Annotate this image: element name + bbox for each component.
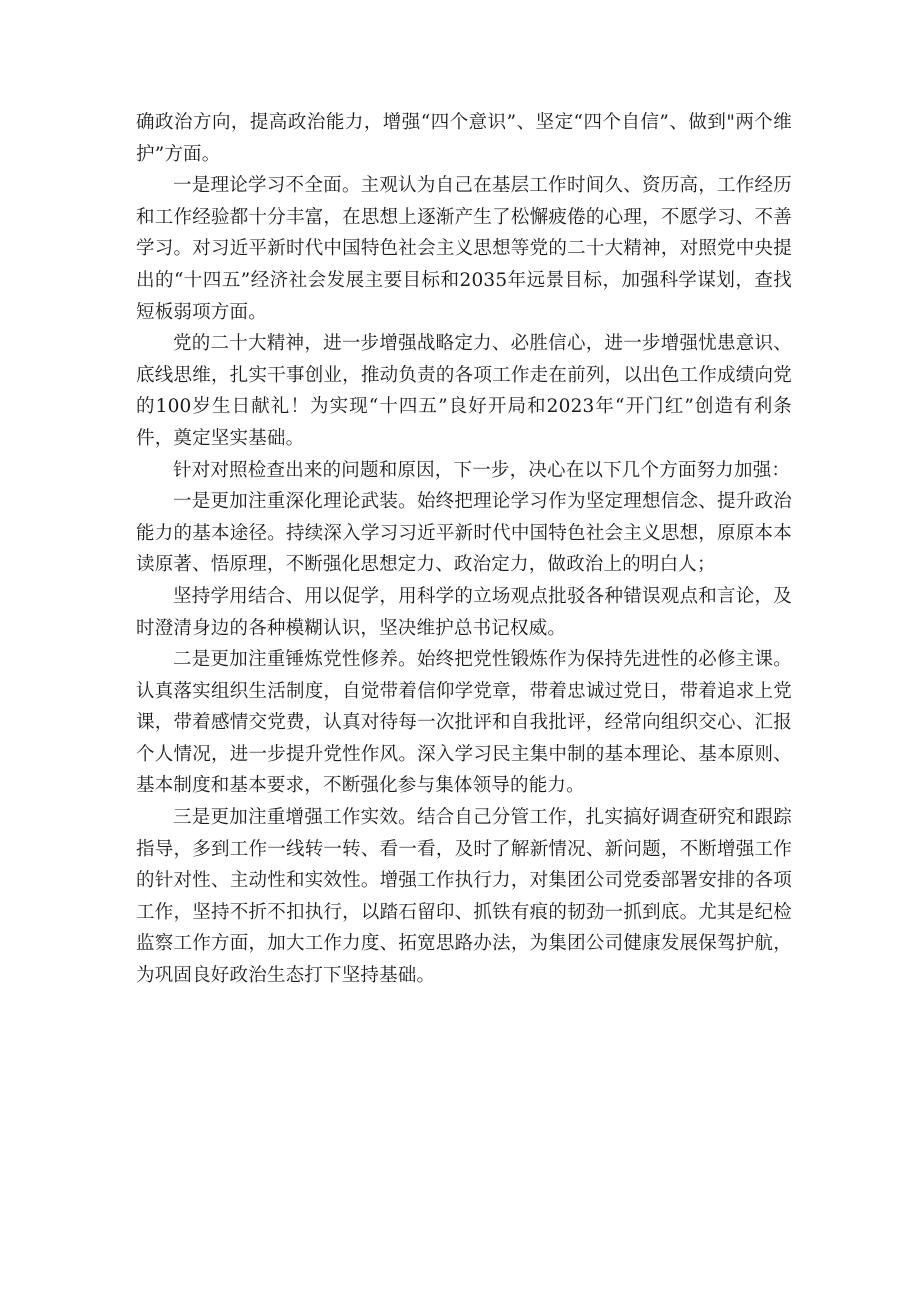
paragraph-study-application: 坚持学用结合、用以促学，用科学的立场观点批驳各种错误观点和言论，及时澄清身边的各种模糊认识，坚决维护总书记权威。: [136, 585, 792, 639]
paragraph-theory-study-issue: 一是理论学习不全面。主观认为自己在基层工作时间久、资历高，工作经历和工作经验都十分丰富，在思想上逐渐产生了松懈疲倦的心理，不愿学习、不善学习。对习近平新时代中国特色社会主义思想等党的二十大精神，对照党中央提出的“十四五”经济社会发展主要目标和2035年远景目标，加强科学谋划，查找短板弱项方面。: [136, 175, 792, 323]
paragraph-theory-arming: 一是更加注重深化理论武装。始终把理论学习作为坚定理想信念、提升政治能力的基本途径。持续深入学习习近平新时代中国特色社会主义思想，原原本本读原著、悟原理，不断强化思想定力、政治定力，做政治上的明白人；: [136, 491, 792, 576]
paragraph-party-spirit: 二是更加注重锤炼党性修养。始终把党性锻炼作为保持先进性的必修主课。认真落实组织生活制度，自觉带着信仰学党章，带着忠诚过党日，带着追求上党课，带着感情交党费，认真对待每一次批评和自我批评，经常向组织交心、汇报个人情况，进一步提升党性作风。深入学习民主集中制的基本理论、基本原则、基本制度和基本要求，不断强化参与集体领导的能力。: [136, 649, 792, 797]
paragraph-continued: 确政治方向，提高政治能力，增强“四个意识”、坚定“四个自信”、做到"两个维护”方面。: [136, 112, 792, 165]
paragraph-twentieth-congress-spirit: 党的二十大精神，进一步增强战略定力、必胜信心，进一步增强忧患意识、底线思维，扎实干事创业，推动负责的各项工作走在前列，以出色工作成绩向党的100岁生日献礼！为实现“十四五”良好开局和2023年“开门红”创造有利条件，奠定坚实基础。: [136, 333, 792, 449]
paragraph-next-steps-intro: 针对对照检查出来的问题和原因，下一步，决心在以下几个方面努力加强：: [173, 459, 791, 481]
document-body: [136, 107, 792, 992]
paragraph-work-effectiveness: 三是更加注重增强工作实效。结合自己分管工作，扎实搞好调查研究和跟踪指导，多到工作一线转一转、看一看，及时了解新情况、新问题，不断增强工作的针对性、主动性和实效性。增强工作执行力，对集团公司党委部署安排的各项工作，坚持不折不扣执行，以踏石留印、抓铁有痕的韧劲一抓到底。尤其是纪检监察工作方面，加大工作力度、拓宽思路办法，为集团公司健康发展保驾护航，为巩固良好政治生态打下坚持基础。: [136, 807, 792, 987]
